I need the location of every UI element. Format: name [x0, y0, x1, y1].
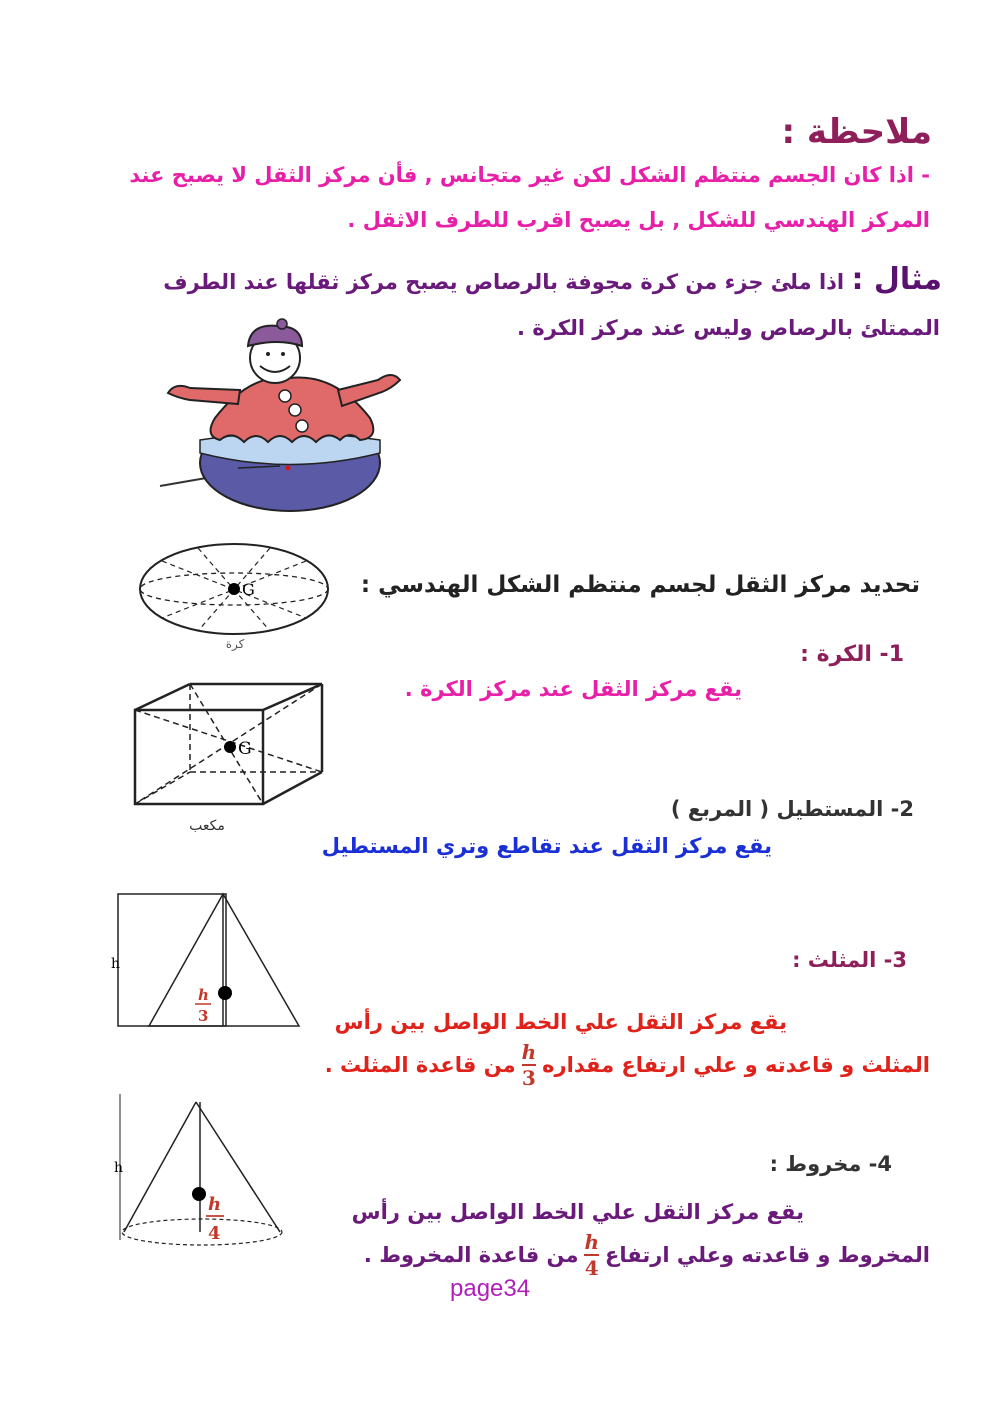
cone-line-2-end: من قاعدة المخروط . [363, 1243, 579, 1267]
sphere-caption: كرة [225, 637, 245, 651]
triangle-frac-den: 3 [198, 1007, 209, 1025]
cone-fraction-denominator: 4 [584, 1256, 599, 1280]
sphere-center-label: G [242, 580, 255, 599]
triangle-line-2-end: من قاعدة المثلث . [324, 1053, 516, 1077]
note-line-2: المركز الهندسي للشكل , بل يصبح اقرب للطرف الاثقل . [347, 208, 930, 232]
sphere-heading: 1- الكرة : [800, 642, 904, 667]
example-line-1: اذا ملئ جزء من كرة مجوفة بالرصاص يصبح مركز ثقلها عند الطرف [163, 270, 852, 294]
cone-frac-den: 4 [208, 1223, 221, 1244]
triangle-line-2 [325, 1042, 930, 1088]
cube-center-label: G [238, 739, 252, 759]
triangle-h-label: h [111, 956, 121, 972]
triangle-height-fraction [522, 1042, 537, 1088]
triangle-line-1: يقع مركز الثقل علي الخط الواصل بين رأس [334, 1010, 787, 1034]
section-title: تحديد مركز الثقل لجسم منتظم الشكل الهندسي : [360, 572, 920, 598]
rectangle-text: يقع مركز الثقل عند تقاطع وتري المستطيل [321, 834, 772, 858]
cube-caption: مكعب [189, 818, 225, 834]
note-line-1: - اذا كان الجسم منتظم الشكل لكن غير متجانس , فأن مركز الثقل لا يصبح عند [129, 163, 930, 187]
cone-line-2 [364, 1232, 930, 1278]
triangle-frac-num: h [198, 986, 209, 1004]
note-title: ملاحظة : [781, 112, 932, 152]
sphere-center-dot [228, 583, 240, 595]
triangle-centroid-dot [218, 986, 232, 1000]
cone-line-1: يقع مركز الثقل علي الخط الواصل بين رأس [351, 1200, 804, 1224]
triangle-figure [105, 888, 305, 1033]
example-paragraph [62, 262, 942, 297]
triangle-line-2-start: المثلث و قاعدته و علي ارتفاع مقداره [542, 1053, 930, 1077]
cone-height-fraction [584, 1232, 599, 1278]
roly-poly-toy-illustration [120, 318, 440, 518]
cone-centroid-dot [192, 1187, 206, 1201]
cone-figure [108, 1092, 308, 1252]
cone-frac-num: h [208, 1194, 222, 1215]
cube-figure [132, 680, 332, 840]
sphere-figure [138, 543, 338, 653]
example-label: مثال : [851, 262, 942, 297]
triangle-fraction-numerator: h [521, 1040, 537, 1064]
example-line-2: الممتلئ بالرصاص وليس عند مركز الكرة . [517, 316, 940, 340]
rectangle-heading: 2- المستطيل ( المربع ) [670, 797, 914, 821]
cube-center-dot [224, 741, 236, 753]
triangle-heading: 3- المثلث : [792, 948, 907, 972]
sphere-text: يقع مركز الثقل عند مركز الكرة . [404, 677, 742, 701]
page-number: page34 [450, 1275, 531, 1302]
cone-heading: 4- مخروط : [769, 1152, 892, 1176]
cone-h-label: h [114, 1160, 124, 1176]
triangle-fraction-denominator: 3 [521, 1066, 536, 1090]
cone-fraction-numerator: h [584, 1230, 599, 1254]
cone-line-2-start: المخروط و قاعدته وعلي ارتفاع [605, 1243, 930, 1267]
